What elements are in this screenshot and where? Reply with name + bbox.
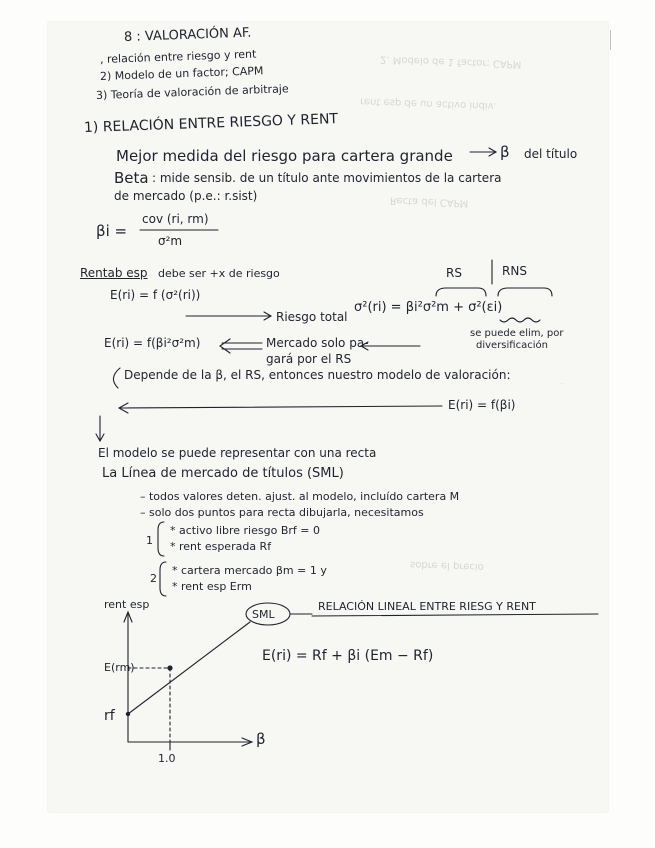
curved-arrow — [113, 368, 120, 388]
point-2-return: * rent esp Erm — [172, 580, 252, 593]
chapter-title: 8 : VALORACIÓN AF. — [123, 25, 252, 45]
point-1-marker: 1 — [146, 534, 153, 547]
brace-rns — [498, 288, 552, 296]
long-arrow-left — [120, 406, 442, 408]
bleed-through-text: 2. Modelo de 1 factor: CAPM — [379, 53, 522, 70]
index-item-1: , relación entre riesgo y rent — [99, 47, 257, 66]
graph-erm-label: E(rm) — [104, 661, 135, 674]
point-2-portfolio: * cartera mercado βm = 1 y — [172, 564, 327, 577]
risk-measure-tail: del título — [524, 147, 578, 161]
eliminate-note: se puede elim, por — [470, 328, 564, 339]
expectation-beta-squared: E(ri) = f(βi²σ²m) — [104, 336, 201, 350]
rf-point — [126, 712, 130, 716]
risk-measure-text: Mejor medida del riesgo para cartera grande — [116, 147, 453, 165]
sml-ellipse — [246, 603, 290, 625]
linear-relation-label: RELACIÓN LINEAL ENTRE RIESG Y RENT — [318, 600, 536, 613]
relation-underline — [312, 614, 598, 616]
sml-intro: El modelo se puede representar con una recta — [98, 446, 377, 460]
expectation-function: E(ri) = f (σ²(ri)) — [110, 288, 201, 302]
bleed-through-text: rent esp de un activo indiv. — [359, 95, 497, 112]
underline-squiggle — [500, 318, 540, 322]
beta-definition: : mide sensib. de un título ante movimientos de la cartera — [152, 171, 502, 185]
sml-bullet-2: – solo dos puntos para recta dibujarla, necesitamos — [140, 506, 424, 519]
point-1-asset: * activo libre riesgo Brf = 0 — [170, 524, 320, 537]
graph-y-label: rent esp — [104, 598, 150, 611]
market-note: Mercado solo pa- — [266, 336, 369, 350]
sml-bullet-1: – todos valores deten. ajust. al modelo, incluído cartera M — [140, 490, 460, 503]
rentab-note: debe ser +x de riesgo — [158, 267, 280, 280]
double-arrow-head — [220, 339, 230, 353]
index-item-3: 3) Teoría de valoración de arbitraje — [95, 82, 289, 102]
bracket-point-2 — [160, 562, 166, 596]
beta-symbol: β — [500, 143, 510, 161]
total-risk-label: Riesgo total — [276, 310, 348, 324]
sml-name: La Línea de mercado de títulos (SML) — [102, 466, 344, 481]
market-note-2: gará por el RS — [266, 352, 352, 366]
bleed-through-text: . — [559, 379, 564, 392]
bracket-point-1 — [158, 522, 164, 556]
beta-definition-2: de mercado (p.e.: r.sist) — [114, 189, 258, 203]
depends-text: Depende de la β, el RS, entonces nuestro modelo de valoración: — [124, 368, 511, 382]
bleed-through-text: sobre el precio — [409, 558, 484, 573]
graph-rf-label: rf — [104, 708, 115, 724]
beta-formula-lhs: βi = — [96, 222, 128, 240]
rs-label: RS — [446, 266, 462, 280]
point-2-marker: 2 — [150, 572, 157, 585]
bleed-through-text: Recta del CAPM — [389, 194, 469, 209]
expectation-beta: E(ri) = f(βi) — [448, 398, 516, 412]
brace-rs — [436, 288, 486, 296]
beta-formula-denominator: σ²m — [158, 234, 183, 248]
graph-x-label: β — [256, 730, 266, 748]
risk-decomposition: σ²(ri) = βi²σ²m + σ²(εi) — [354, 300, 503, 315]
rentab-label: Rentab esp — [80, 266, 148, 280]
point-1-return: * rent esperada Rf — [170, 540, 272, 553]
rns-label: RNS — [502, 264, 527, 278]
market-point — [167, 665, 172, 670]
sml-formula: E(ri) = Rf + βi (Em − Rf) — [262, 648, 434, 664]
graph-x-tick: 1.0 — [158, 752, 176, 765]
beta-word: Beta — [114, 169, 149, 187]
eliminate-note-2: diversificación — [476, 340, 548, 351]
index-item-2: 2) Modelo de un factor; CAPM — [99, 64, 264, 83]
beta-formula-numerator: cov (ri, rm) — [142, 212, 209, 226]
section-heading: 1) RELACIÓN ENTRE RIESGO Y RENT — [83, 111, 339, 136]
sml-badge: SML — [252, 608, 275, 621]
